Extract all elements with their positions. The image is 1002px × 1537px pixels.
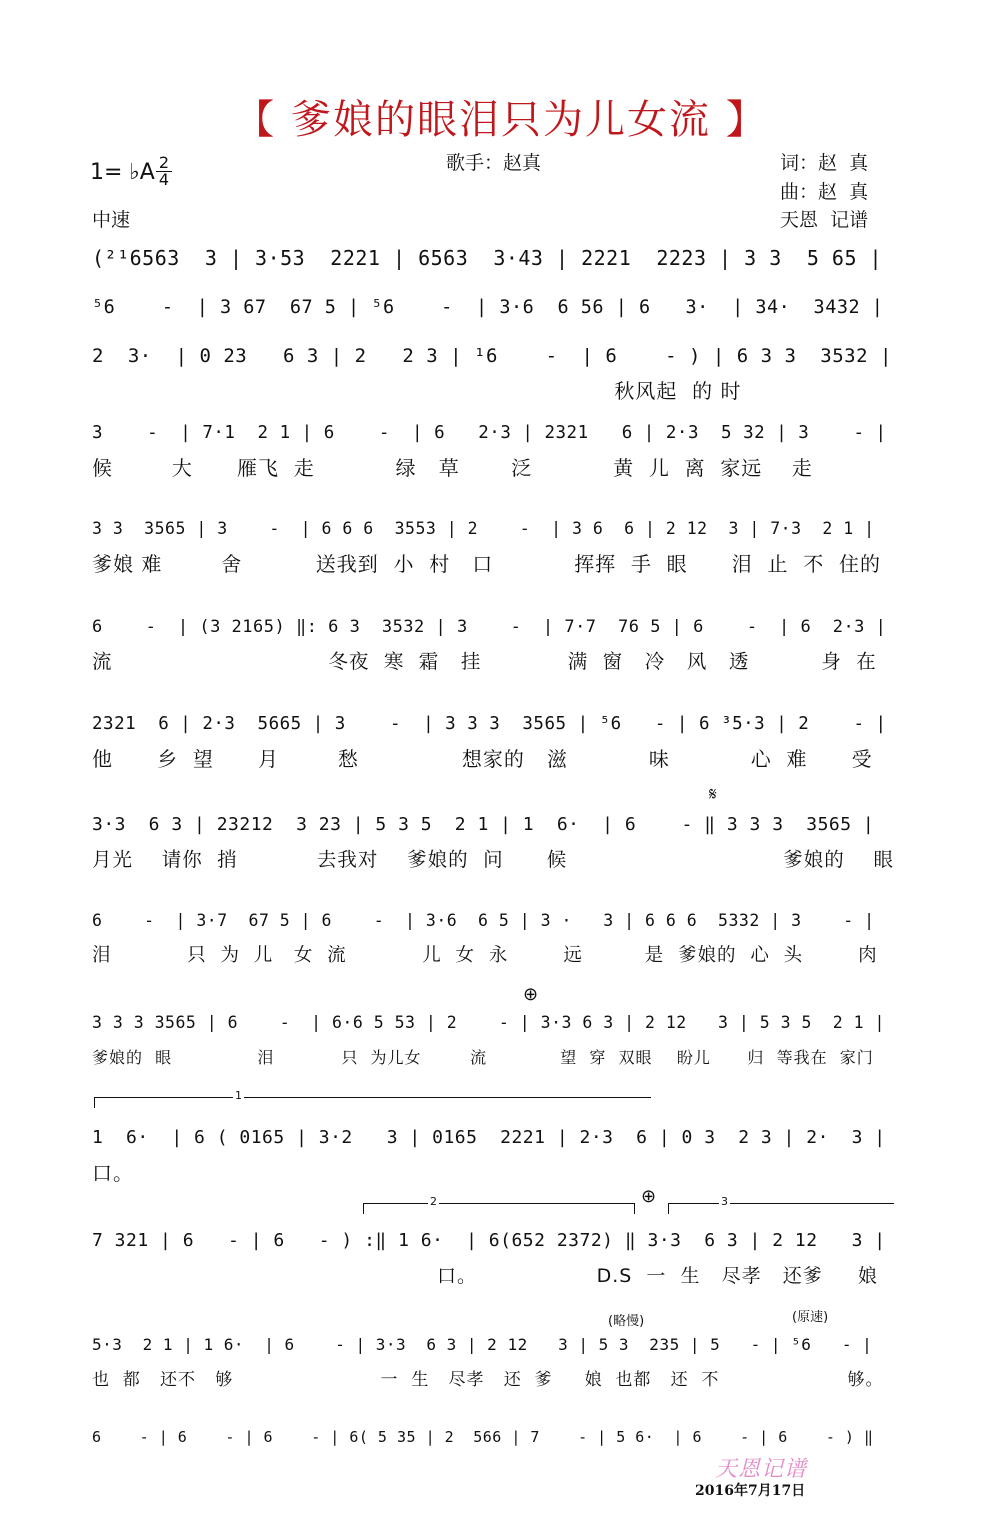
score-row — [92, 1123, 894, 1187]
notation-line: 3 - | 7·1 2 1 | 6 - | 6 2·3 | 2321 6 | 2·3 5 32 | 3 - | — [92, 423, 887, 443]
transcriber-signature: 天恩记谱 — [715, 1457, 808, 1482]
score-row — [92, 514, 894, 578]
tempo-marking: 中速 — [92, 209, 131, 231]
transcriber-credit: 天恩 记谱 — [780, 209, 869, 231]
tempo-slow-marking: (略慢) — [608, 1314, 645, 1329]
lyrics-line: 口。 — [92, 1161, 134, 1185]
key-signature: 1= ♭A — [90, 160, 155, 185]
tempo-original-marking: (原速) — [792, 1310, 829, 1325]
score-row — [92, 418, 894, 482]
lyrics-line: 月光 请你 捎 去我对 爹娘的 问 候 爹娘的 眼 — [92, 848, 895, 871]
volta-label-2: 2 — [430, 1195, 437, 1208]
coda-icon-2: ⊕ — [641, 1186, 657, 1207]
volta-label-3: 3 — [721, 1195, 728, 1208]
lyrics-line: 秋风起 的 时 — [92, 379, 742, 403]
notation-line: 6 - | 3·7 67 5 | 6 - | 3·6 6 5 | 3 · 3 | 6 6 6 5332 | 3 - | — [92, 911, 875, 930]
composer-credit: 曲：赵 真 — [780, 181, 869, 203]
score-row — [92, 1330, 894, 1394]
coda-icon: ⊕ — [523, 984, 539, 1005]
notation-line: 2 3· | 0 23 6 3 | 2 2 3 | ¹6 - | 6 - ) | 6 3 3 3532 | — [92, 345, 892, 367]
score-row — [92, 709, 894, 773]
notation-line: 3 3 3565 | 3 - | 6 6 6 3553 | 2 - | 3 6 6 | 2 12 3 | 7·3 2 1 | — [92, 519, 875, 538]
notation-line: 6 - | 6 - | 6 - | 6( 5 35 | 2 566 | 7 - | 5 6· | 6 - | 6 - ) ‖ — [92, 1428, 874, 1446]
notation-line: 5·3 2 1 | 1 6· | 6 - | 3·3 6 3 | 2 12 3 | 5 3 235 | 5 - | ⁵6 - | — [92, 1335, 873, 1354]
notation-line: ⁵6 - | 3 67 67 5 | ⁵6 - | 3·6 6 56 | 6 3· | 34· 3432 | — [92, 297, 884, 318]
volta-bracket-3 — [668, 1195, 894, 1214]
score-row — [92, 810, 894, 874]
notation-line: 7 321 | 6 - | 6 - ) :‖ 1 6· | 6(652 2372) ‖ 3·3 6 3 | 2 12 3 | — [92, 1230, 886, 1251]
notation-line: 1 6· | 6 ( 0165 | 3·2 3 | 0165 2221 | 2·3 6 | 0 3 2 3 | 2· 3 | — [92, 1127, 886, 1148]
notation-line: 6 - | (3 2165) ‖: 6 3 3532 | 3 - | 7·7 76 5 | 6 - | 6 2·3 | — [92, 617, 887, 637]
lyricist-credit: 词：赵 真 — [780, 152, 869, 174]
score-row — [92, 1226, 894, 1290]
lyrics-line: 流 冬夜 寒 霜 挂 满 窗 冷 风 透 身 在 — [92, 650, 877, 673]
volta-bracket-2 — [363, 1195, 635, 1214]
score-row — [92, 341, 894, 405]
lyrics-line: 也 都 还不 够 一 生 尽孝 还 爹 娘 也都 还 不 够。 — [92, 1370, 884, 1390]
time-signature — [156, 153, 172, 189]
notation-line: 2321 6 | 2·3 5665 | 3 - | 3 3 3 3565 | ⁵6 - | 6 ³5·3 | 2 - | — [92, 714, 887, 734]
lyrics-line: 他 乡 望 月 愁 想家的 滋 味 心 难 受 — [92, 747, 873, 771]
notation-line: 3·3 6 3 | 23212 3 23 | 5 3 5 2 1 | 1 6· | 6 - ‖ 3 3 3 3565 | — [92, 814, 875, 835]
singer-credit: 歌手：赵真 — [446, 152, 542, 174]
volta-label-1: 1 — [235, 1089, 242, 1102]
score-row — [92, 612, 894, 676]
song-title: 【 爹娘的眼泪只为儿女流 】 — [234, 97, 768, 143]
segno-icon: 𝄋 — [709, 784, 717, 805]
score-row — [92, 906, 894, 970]
notation-line: (²¹6563 3 | 3·53 2221 | 6563 3·43 | 2221 2223 | 3 3 5 65 | — [92, 246, 883, 270]
lyrics-line: 口。 D.S 一 生 尽孝 还爹 娘 — [92, 1265, 878, 1287]
time-signature-bottom: 4 — [158, 170, 170, 189]
transcription-date: 2016年7月17日 — [695, 1483, 806, 1499]
notation-line: 3 3 3 3565 | 6 - | 6·6 5 53 | 2 - | 3·3 6 3 | 2 12 3 | 5 3 5 2 1 | — [92, 1013, 885, 1032]
lyrics-line: 泪 只 为 儿 女 流 儿 女 永 远 是 爹娘的 心 头 肉 — [92, 945, 878, 966]
volta-bracket-1 — [94, 1089, 651, 1108]
score-row — [92, 1008, 894, 1072]
lyrics-line: 候 大 雁飞 走 绿 草 泛 黄 儿 离 家远 走 — [92, 456, 813, 480]
lyrics-line: 爹娘的 眼 泪 只 为儿女 流 望 穿 双眼 盼儿 归 等我在 家门 — [92, 1048, 874, 1067]
lyrics-line: 爹娘 难 舍 送我到 小 村 口 挥挥 手 眼 泪 止 不 住的 — [92, 552, 881, 576]
time-signature-top: 2 — [158, 153, 170, 172]
